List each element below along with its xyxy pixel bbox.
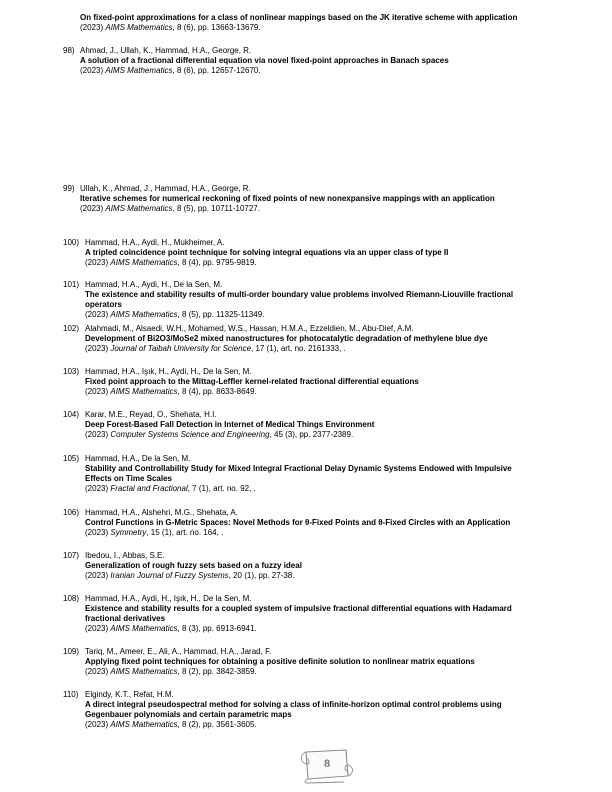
journal-name: AIMS Mathematics xyxy=(110,310,178,319)
reference-110 xyxy=(63,690,578,730)
reference-source: (2023) AIMS Mathematics, 8 (4), pp. 9795-9819. xyxy=(85,258,257,267)
reference-number: 102) xyxy=(63,324,80,333)
reference-title-line-1: Existence and stability results for a coupled system of impulsive fractional differential equations with Hadamard xyxy=(85,604,512,613)
journal-name: AIMS Mathematics xyxy=(110,624,178,633)
reference-title-line-1: The existence and stability results of multi-order boundary value problems involved Riemann-Liouville fractional xyxy=(85,290,514,299)
reference-authors: Hammad, H.A., Alshehri, M.G., Shehata, A. xyxy=(85,508,238,517)
reference-source: (2023) AIMS Mathematics, 8 (6), pp. 12657-12670. xyxy=(80,66,261,75)
reference-authors: Karar, M.E., Reyad, O., Shehata, H.I. xyxy=(85,410,217,419)
reference-103 xyxy=(63,367,578,397)
reference-number: 108) xyxy=(63,594,80,603)
reference-source: (2023) Journal of Taibah University for Science, 17 (1), art. no. 2161333, . xyxy=(85,344,346,353)
reference-authors: Hammad, H.A., Aydi, H., Işık, H., De la Sen, M. xyxy=(85,594,252,603)
reference-source: (2023) Symmetry, 15 (1), art. no. 164, . xyxy=(85,528,224,537)
reference-109 xyxy=(63,647,578,677)
reference-title: A tripled coincidence point technique for solving integral equations via an upper class of type II xyxy=(85,248,449,257)
journal-name: AIMS Mathematics xyxy=(110,258,178,267)
journal-name: AIMS Mathematics xyxy=(110,667,178,676)
reference-number: 104) xyxy=(63,410,80,419)
reference-authors: Alahmadi, M., Alsaedi, W.H., Mohamed, W.S., Hassan, H.M.A., Ezzeldien, M., Abu-Dief, A.M. xyxy=(85,324,414,333)
journal-name: Journal of Taibah University for Science xyxy=(110,344,252,353)
reference-number: 110) xyxy=(63,690,79,699)
journal-name: AIMS Mathematics xyxy=(110,387,178,396)
reference-108 xyxy=(63,594,578,634)
reference-source: (2023) AIMS Mathematics, 8 (6), pp. 13663-13679. xyxy=(80,23,261,32)
journal-name: AIMS Mathematics xyxy=(105,66,173,75)
reference-title: Iterative schemes for numerical reckoning of fixed points of new nonexpansive mappings with an application xyxy=(80,194,495,203)
reference-authors: Ullah, K., Ahmad, J., Hammad, H.A., George, R. xyxy=(80,184,251,193)
reference-104 xyxy=(63,410,578,440)
journal-name: Computer Systems Science and Engineering xyxy=(110,430,270,439)
reference-title: Applying fixed point techniques for obtaining a positive definite solution to nonlinear matrix equations xyxy=(85,657,475,666)
reference-title: Development of Bi2O3/MoSe2 mixed nanostructures for photocatalytic degradation of methylene blue dye xyxy=(85,334,488,343)
reference-source: (2023) AIMS Mathematics, 8 (2), pp. 3561-3605. xyxy=(85,720,257,729)
reference-number: 107) xyxy=(63,551,80,560)
reference-100 xyxy=(63,238,578,268)
reference-source: (2023) Fractal and Fractional, 7 (1), art. no. 92, . xyxy=(85,484,256,493)
reference-number: 100) xyxy=(63,238,80,247)
reference-number: 103) xyxy=(63,367,80,376)
reference-title-line-1: Stability and Controllability Study for Mixed Integral Fractional Delay Dynamic Systems Endowed with Impulsive xyxy=(85,464,512,473)
journal-name: Iranian Journal of Fuzzy Systems xyxy=(110,571,229,580)
reference-number: 98) xyxy=(63,46,75,55)
reference-99 xyxy=(63,184,578,214)
reference-authors: Hammad, H.A., Aydi, H., De la Sen, M. xyxy=(85,280,223,289)
reference-number: 101) xyxy=(63,280,80,289)
reference-title-line-2: fractional derivatives xyxy=(85,614,166,623)
reference-title-line-2: Effects on Time Scales xyxy=(85,474,172,483)
reference-authors: Hammad, H.A., Işık, H., Aydi, H., De la Sen, M. xyxy=(85,367,252,376)
reference-107 xyxy=(63,551,578,581)
reference-source: (2023) AIMS Mathematics, 8 (2), pp. 3842-3859. xyxy=(85,667,257,676)
journal-name: AIMS Mathematics xyxy=(105,23,173,32)
reference-title: A solution of a fractional differential equation via novel fixed-point approaches in Banach spaces xyxy=(80,56,449,65)
reference-authors: Elgindy, K.T., Refat, H.M. xyxy=(85,690,174,699)
reference-source: (2023) Computer Systems Science and Engineering, 45 (3), pp. 2377-2389. xyxy=(85,430,354,439)
reference-title-line-1: A direct integral pseudospectral method for solving a class of infinite-horizon optimal control problems using xyxy=(85,700,502,709)
reference-title: On fixed-point approximations for a class of nonlinear mappings based on the JK iterative scheme with application xyxy=(80,13,518,22)
reference-title-line-2: operators xyxy=(85,300,122,309)
reference-number: 105) xyxy=(63,454,80,463)
reference-source: (2023) AIMS Mathematics, 8 (4), pp. 8633-8649. xyxy=(85,387,257,396)
journal-name: AIMS Mathematics xyxy=(110,720,178,729)
reference-105 xyxy=(63,454,578,494)
reference-101 xyxy=(63,280,578,320)
reference-number: 109) xyxy=(63,647,80,656)
journal-name: Symmetry xyxy=(110,528,147,537)
reference-title: Fixed point approach to the Mittag-Leffler kernel-related fractional differential equations xyxy=(85,377,419,386)
reference-97-continued xyxy=(63,13,578,33)
reference-source: (2023) AIMS Mathematics, 8 (3), pp. 6913-6941. xyxy=(85,624,257,633)
reference-authors: Ahmad, J., Ullah, K., Hammad, H.A., George, R. xyxy=(80,46,252,55)
reference-title-line-2: Gegenbauer polynomials and certain parametric maps xyxy=(85,710,292,719)
reference-source: (2023) AIMS Mathematics, 8 (5), pp. 11325-11349. xyxy=(85,310,265,319)
reference-number: 99) xyxy=(63,184,75,193)
reference-102 xyxy=(63,324,578,354)
reference-authors: Ibedou, I., Abbas, S.E. xyxy=(85,551,165,560)
journal-name: AIMS Mathematics xyxy=(105,204,173,213)
reference-title: Deep Forest-Based Fall Detection in Internet of Medical Things Environment xyxy=(85,420,375,429)
page-number: 8 xyxy=(323,758,331,770)
reference-number: 106) xyxy=(63,508,80,517)
reference-source: (2023) AIMS Mathematics, 8 (5), pp. 10711-10727. xyxy=(80,204,260,213)
journal-name: Fractal and Fractional xyxy=(110,484,188,493)
reference-authors: Hammad, H.A., De la Sen, M. xyxy=(85,454,191,463)
reference-title: Control Functions in G-Metric Spaces: Novel Methods for θ-Fixed Points and θ-Fixed Circles with an Application xyxy=(85,518,511,527)
reference-authors: Tariq, M., Ameer, E., Ali, A., Hammad, H.A., Jarad, F. xyxy=(85,647,272,656)
reference-source: (2023) Iranian Journal of Fuzzy Systems, 20 (1), pp. 27-38. xyxy=(85,571,295,580)
reference-106 xyxy=(63,508,578,538)
reference-authors: Hammad, H.A., Aydi, H., Mukheimer, A. xyxy=(85,238,225,247)
reference-98 xyxy=(63,46,578,76)
reference-title: Generalization of rough fuzzy sets based on a fuzzy ideal xyxy=(85,561,302,570)
